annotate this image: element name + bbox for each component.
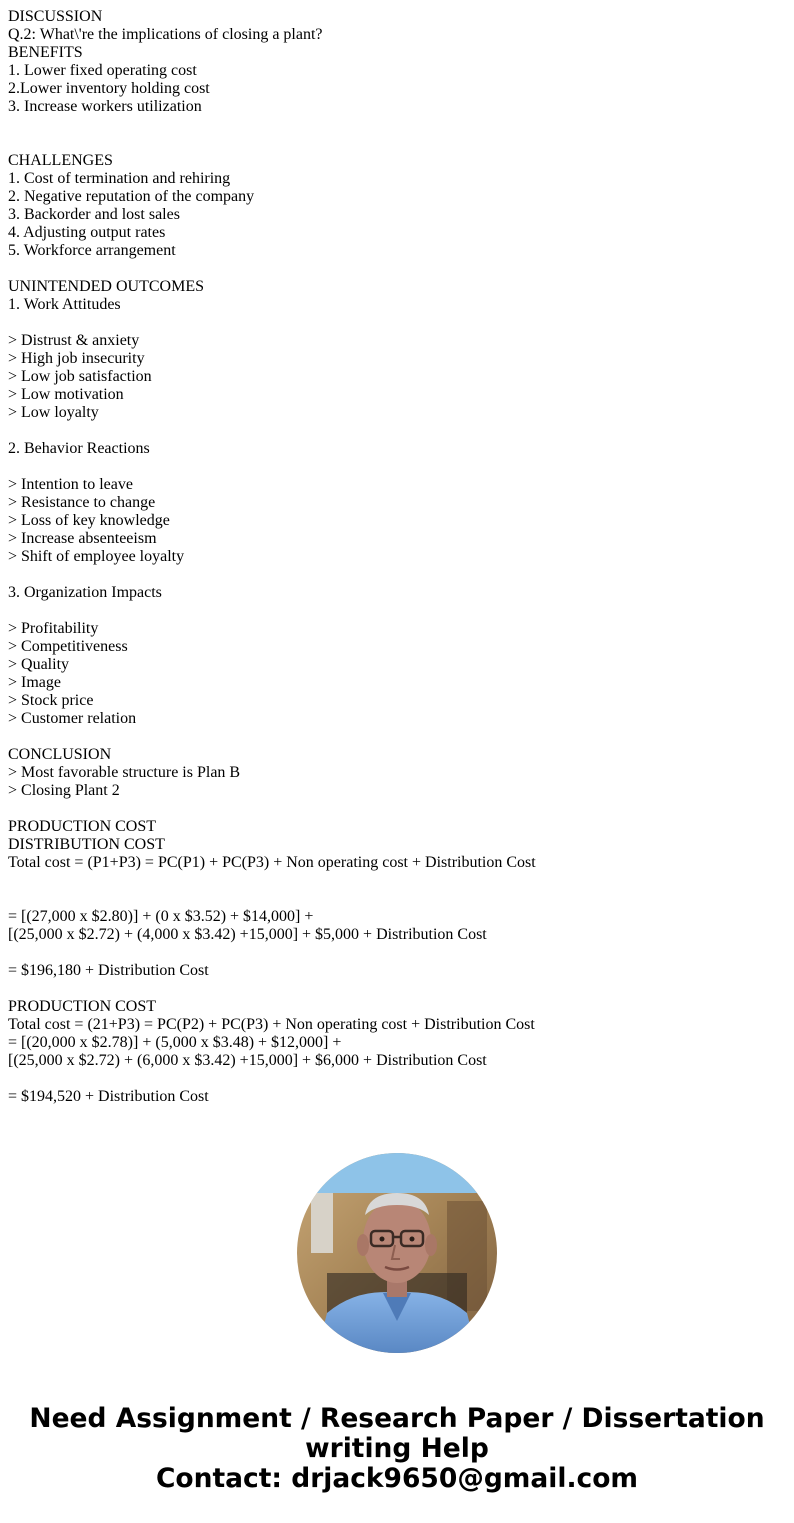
text-line: 2.Lower inventory holding cost <box>8 80 210 97</box>
blank-line <box>8 890 786 908</box>
footer-contact-line: Contact: drjack9650@gmail.com <box>155 1463 639 1494</box>
blank-line <box>8 944 786 962</box>
text-line: 3. Backorder and lost sales <box>8 206 180 223</box>
text-line: = $194,520 + Distribution Cost <box>8 1088 209 1105</box>
text-line: BENEFITS <box>8 44 83 61</box>
text-line: Total cost = (21+P3) = PC(P2) + PC(P3) + Non operating cost + Distribution Cost <box>8 1016 535 1033</box>
text-line: UNINTENDED OUTCOMES <box>8 278 204 295</box>
text-line: DISCUSSION <box>8 8 103 25</box>
footer-line-2: writing Help <box>305 1433 489 1464</box>
text-line: 4. Adjusting output rates <box>8 224 166 241</box>
text-line: 2. Behavior Reactions <box>8 440 150 457</box>
text-line: > Resistance to change <box>8 494 156 511</box>
blank-line <box>8 260 786 278</box>
blank-line <box>8 800 786 818</box>
text-line: Total cost = (P1+P3) = PC(P1) + PC(P3) + Non operating cost + Distribution Cost <box>8 854 536 871</box>
blank-line <box>8 458 786 476</box>
text-line: PRODUCTION COST <box>8 818 157 835</box>
text-line: 3. Organization Impacts <box>8 584 162 601</box>
text-line: 1. Lower fixed operating cost <box>8 62 197 79</box>
text-line: 5. Workforce arrangement <box>8 242 176 259</box>
text-line: > Competitiveness <box>8 638 128 655</box>
text-line: > Closing Plant 2 <box>8 782 120 799</box>
text-line: 1. Work Attitudes <box>8 296 121 313</box>
text-line: > Intention to leave <box>8 476 133 493</box>
text-line: Q.2: What\'re the implications of closing a plant? <box>8 26 323 43</box>
blank-line <box>8 602 786 620</box>
text-line: 2. Negative reputation of the company <box>8 188 255 205</box>
text-line: > Loss of key knowledge <box>8 512 170 529</box>
blank-line <box>8 872 786 890</box>
text-line: > Low motivation <box>8 386 124 403</box>
text-line: [(25,000 x $2.72) + (6,000 x $3.42) +15,000] + $6,000 + Distribution Cost <box>8 1052 487 1069</box>
footer-line-1: Need Assignment / Research Paper / Dissertation <box>29 1403 765 1434</box>
text-line: > Quality <box>8 656 70 673</box>
text-line: CONCLUSION <box>8 746 112 763</box>
text-line: 3. Increase workers utilization <box>8 98 202 115</box>
blank-line <box>8 728 786 746</box>
text-line: > Distrust & anxiety <box>8 332 140 349</box>
author-avatar <box>297 1153 497 1353</box>
text-line: DISTRIBUTION COST <box>8 836 165 853</box>
text-line: > Customer relation <box>8 710 137 727</box>
text-line: > Shift of employee loyalty <box>8 548 185 565</box>
blank-line <box>8 314 786 332</box>
blank-line <box>8 980 786 998</box>
blank-line <box>8 1070 786 1088</box>
text-line: > Low loyalty <box>8 404 99 421</box>
text-line: > Stock price <box>8 692 94 709</box>
contact-banner <box>0 1404 794 1494</box>
text-line: > Image <box>8 674 61 691</box>
text-line: 1. Cost of termination and rehiring <box>8 170 231 187</box>
text-line: CHALLENGES <box>8 152 113 169</box>
text-line: > High job insecurity <box>8 350 145 367</box>
blank-line <box>8 422 786 440</box>
text-line: PRODUCTION COST <box>8 998 157 1015</box>
text-line: = [(27,000 x $2.80)] + (0 x $3.52) + $14,000] + <box>8 908 314 925</box>
text-line: [(25,000 x $2.72) + (4,000 x $3.42) +15,000] + $5,000 + Distribution Cost <box>8 926 487 943</box>
blank-line <box>8 134 786 152</box>
blank-line <box>8 566 786 584</box>
text-line: > Profitability <box>8 620 99 637</box>
text-line: = [(20,000 x $2.78)] + (5,000 x $3.48) + $12,000] + <box>8 1034 342 1051</box>
text-line: > Most favorable structure is Plan B <box>8 764 241 781</box>
text-line: = $196,180 + Distribution Cost <box>8 962 209 979</box>
document-body <box>8 8 786 1106</box>
person-portrait-icon <box>297 1153 497 1353</box>
blank-line <box>8 116 786 134</box>
text-line: > Low job satisfaction <box>8 368 152 385</box>
text-line: > Increase absenteeism <box>8 530 157 547</box>
